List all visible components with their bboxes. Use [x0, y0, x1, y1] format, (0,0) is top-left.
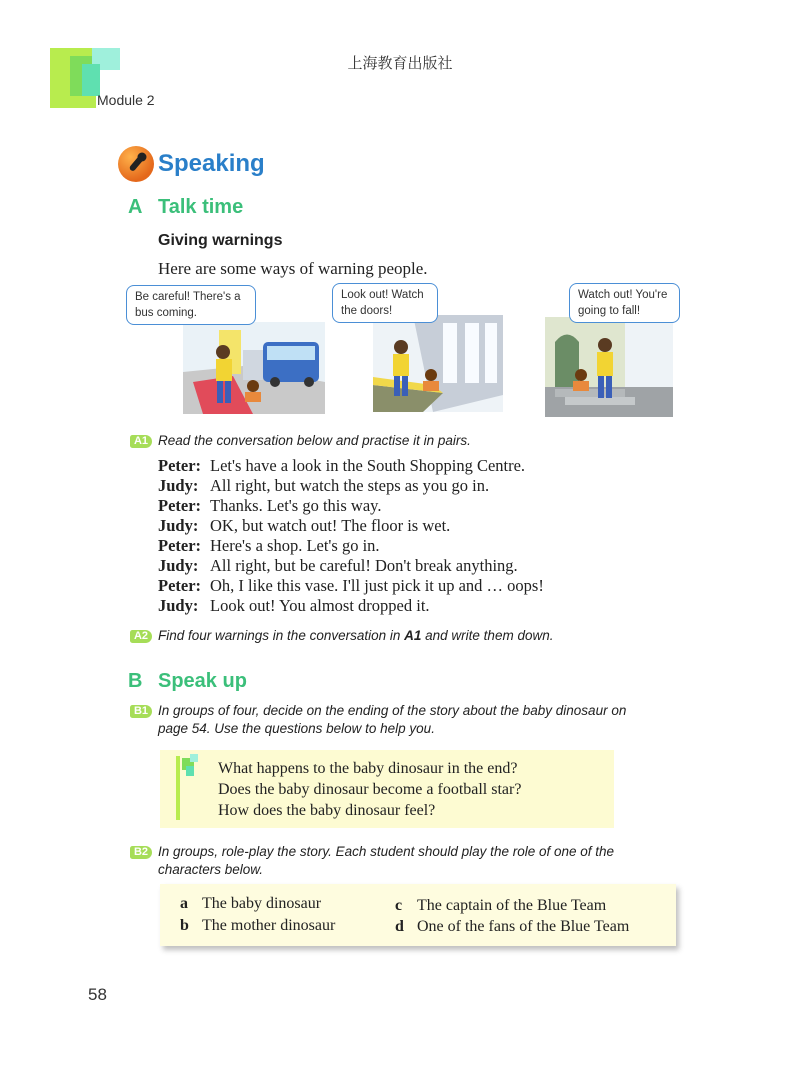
character-item: b The mother dinosaur [180, 917, 336, 934]
character-item: a The baby dinosaur [180, 895, 322, 912]
section-a-letter: A [128, 196, 143, 218]
speech-bubble-train: Look out! Watch the doors! [332, 283, 438, 323]
section-b-title: Speak up [158, 670, 247, 692]
task-instruction-a1: Read the conversation below and practise it in pairs. [158, 433, 471, 448]
section-b-letter: B [128, 670, 143, 692]
dialogue-text: Look out! You almost dropped it. [210, 596, 430, 615]
dialogue-speaker: Peter: [158, 496, 202, 515]
dialogue-text: Let's have a look in the South Shopping Centre. [210, 456, 526, 475]
characters-box [160, 884, 676, 946]
dialogue-speaker: Peter: [158, 536, 202, 555]
task-badge-b2: B2 [130, 846, 152, 859]
dialogue-speaker: Judy: [158, 476, 199, 495]
publisher-name: 上海教育出版社 [347, 54, 453, 72]
task-instruction-a2: Find four warnings in the conversation in A1 and write them down. [158, 628, 554, 643]
module-label: Module 2 [97, 92, 155, 108]
illustration-train-scene [373, 315, 503, 412]
question-item: Does the baby dinosaur become a football star? [218, 781, 522, 798]
dialogue-text: OK, but watch out! The floor is wet. [210, 516, 451, 535]
task-badge-a1: A1 [130, 435, 152, 448]
dialogue-text: Thanks. Let's go this way. [210, 496, 382, 515]
subheading-giving-warnings: Giving warnings [158, 232, 283, 249]
task-badge-b1: B1 [130, 705, 152, 718]
question-item: What happens to the baby dinosaur in the end? [218, 760, 518, 777]
task-instruction-b2: In groups, role-play the story. Each student should play the role of one of the characters below. [158, 844, 615, 877]
section-heading-speaking: Speaking [158, 150, 265, 177]
dialogue-speaker: Judy: [158, 596, 199, 615]
illustration-steps-scene [545, 317, 673, 417]
character-item: c The captain of the Blue Team [395, 897, 607, 914]
dialogue-speaker: Peter: [158, 576, 202, 595]
question-item: How does the baby dinosaur feel? [218, 802, 436, 819]
task-instruction-b1: In groups of four, decide on the ending of the story about the baby dinosaur on page 54. Use the questions below to help you. [158, 703, 627, 736]
illustration-bus-scene [183, 322, 325, 414]
dialogue-speaker: Peter: [158, 456, 202, 475]
dialogue-text: Here's a shop. Let's go in. [210, 536, 380, 555]
dialogue-speaker: Judy: [158, 516, 199, 535]
page-number: 58 [88, 985, 107, 1004]
speech-bubble-steps: Watch out! You're going to fall! [569, 283, 680, 323]
character-item: d One of the fans of the Blue Team [395, 918, 630, 935]
task-badge-a2: A2 [130, 630, 152, 643]
dialogue-text: All right, but be careful! Don't break anything. [210, 556, 518, 575]
dialogue-speaker: Judy: [158, 556, 199, 575]
intro-text: Here are some ways of warning people. [158, 259, 428, 278]
questions-box [160, 750, 614, 828]
task-reference-a1: A1 [404, 628, 422, 643]
dialogue-text: All right, but watch the steps as you go in. [210, 476, 490, 495]
microphone-icon [118, 146, 154, 182]
dialogue-text: Oh, I like this vase. I'll just pick it up and … oops! [210, 576, 544, 595]
speech-bubble-bus: Be careful! There's a bus coming. [126, 285, 256, 325]
section-a-title: Talk time [158, 196, 244, 218]
